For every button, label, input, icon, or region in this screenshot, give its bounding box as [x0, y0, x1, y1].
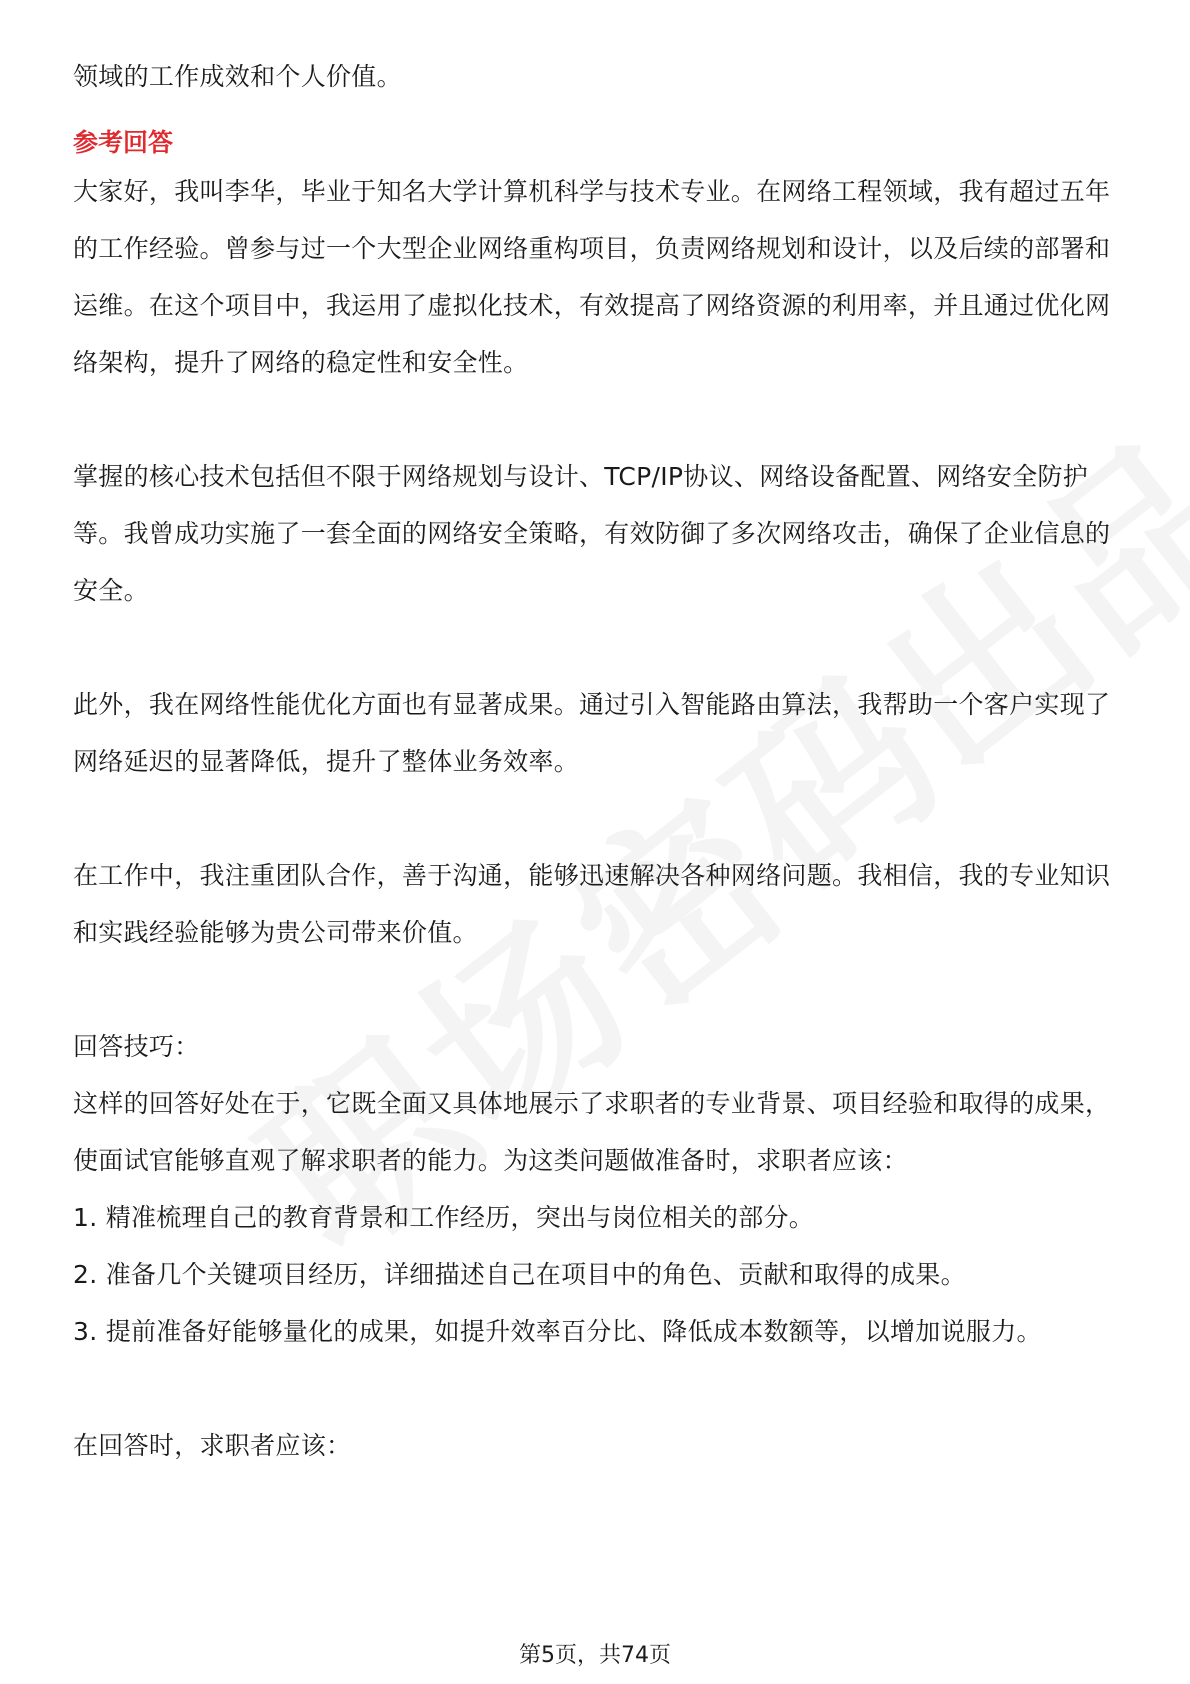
page-footer: 第5页，共74页 [519, 1643, 671, 1668]
paragraph-spacer [73, 391, 1123, 448]
paragraph-spacer [73, 1360, 1123, 1417]
paragraph-spacer [73, 619, 1123, 676]
paragraph-spacer [73, 790, 1123, 847]
tips-list-item-2: 2. 准备几个关键项目经历，详细描述自己在项目中的角色、贡献和取得的成果。 [73, 1260, 966, 1289]
intro-tail-text: 领域的工作成效和个人价值。 [73, 62, 402, 91]
answer-paragraph-2: 掌握的核心技术包括但不限于网络规划与设计、TCP/IP协议、网络设备配置、网络安全防护等。我曾成功实施了一套全面的网络安全策略，有效防御了多次网络攻击，确保了企业信息的安全。 [73, 462, 1111, 605]
tips-list-item-1: 1. 精准梳理自己的教育背景和工作经历，突出与岗位相关的部分。 [73, 1203, 815, 1232]
answer-paragraph-3: 此外，我在网络性能优化方面也有显著成果。通过引入智能路由算法，我帮助一个客户实现了网络延迟的显著降低，提升了整体业务效率。 [73, 690, 1111, 776]
answer-paragraph-1: 大家好，我叫李华，毕业于知名大学计算机科学与技术专业。在网络工程领域，我有超过五年的工作经验。曾参与过一个大型企业网络重构项目，负责网络规划和设计，以及后续的部署和运维。在这个项目中，我运用了虚拟化技术，有效提高了网络资源的利用率，并且通过优化网络架构，提升了网络的稳定性和安全性。 [73, 177, 1111, 377]
tips-list-item-3: 3. 提前准备好能够量化的成果，如提升效率百分比、降低成本数额等，以增加说服力。 [73, 1317, 1042, 1346]
answer-paragraph-4: 在工作中，我注重团队合作，善于沟通，能够迅速解决各种网络问题。我相信，我的专业知识和实践经验能够为贵公司带来价值。 [73, 861, 1111, 947]
answer-heading: 参考回答 [73, 128, 174, 157]
tips-heading: 回答技巧： [73, 1032, 200, 1061]
page-content [73, 48, 1123, 1474]
paragraph-spacer [73, 961, 1123, 1018]
tips-intro: 这样的回答好处在于，它既全面又具体地展示了求职者的专业背景、项目经验和取得的成果，使面试官能够直观了解求职者的能力。为这类问题做准备时，求职者应该： [73, 1089, 1111, 1175]
closing-line: 在回答时，求职者应该： [73, 1431, 352, 1460]
